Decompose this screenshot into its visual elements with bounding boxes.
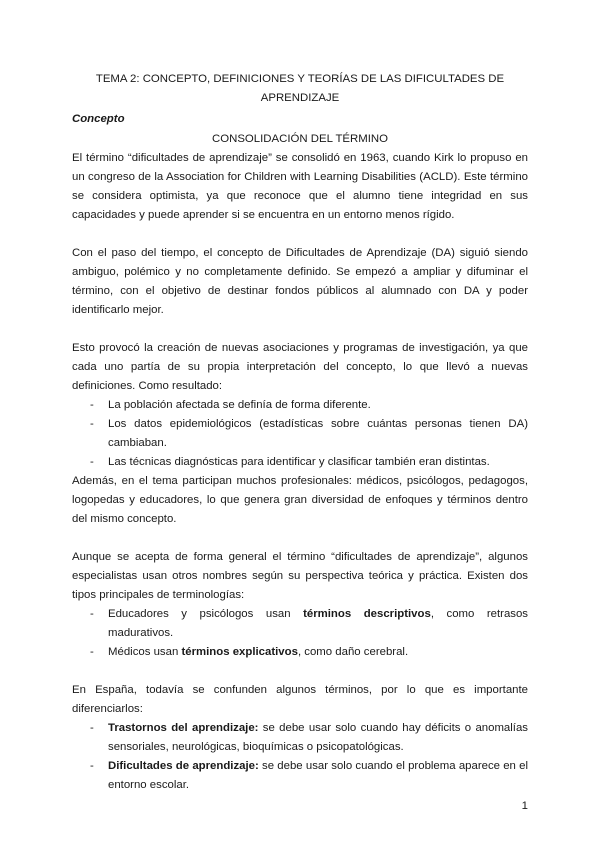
title-line-1: TEMA 2: CONCEPTO, DEFINICIONES Y TEORÍAS DE LAS DIFICULTADES DE: [95, 73, 505, 85]
list-item: [108, 605, 528, 643]
list-item-text: , como daño cerebral.: [297, 646, 409, 658]
list-item-text: Médicos usan: [108, 646, 182, 658]
list-consequences: [72, 396, 528, 472]
list-item-text: Educadores y psicólogos usan: [108, 608, 304, 620]
paragraph-5: Aunque se acepta de forma general el término “dificultades de aprendizaje”, algunos especialistas usan otros nombres según su perspectiva teórica y práctica. Existen dos tipos principales de terminologías:: [72, 551, 528, 601]
document-title: [72, 70, 528, 108]
list-spain-terms: [72, 719, 528, 795]
subtitle: CONSOLIDACIÓN DEL TÉRMINO: [212, 133, 388, 145]
list-item-text: , como retrasos madurativos.: [108, 608, 529, 639]
list-item-bold: Trastornos del aprendizaje:: [108, 722, 259, 734]
paragraph-3: Esto provocó la creación de nuevas asociaciones y programas de investigación, ya que cada uno partía de su propia interpretación del concepto, lo que llevó a nuevas definiciones. Como resultado:: [72, 342, 528, 392]
list-item-bold: términos explicativos: [181, 646, 298, 658]
list-item-text: se debe usar solo cuando hay déficits o anomalías sensoriales, neurológicas, bioquímicas o psicopatológicas.: [108, 722, 528, 753]
paragraph-6: En España, todavía se confunden algunos términos, por lo que es importante diferenciarlos:: [72, 684, 528, 715]
list-item: - Las técnicas diagnósticas para identificar y clasificar también eran distintas.: [108, 453, 528, 472]
list-item: [108, 643, 528, 662]
list-terminologies: [72, 605, 528, 662]
section-label: Concepto: [72, 113, 125, 125]
paragraph-4: Además, en el tema participan muchos profesionales: médicos, psicólogos, pedagogos, logopedas y educadores, lo que genera gran diversidad de enfoques y términos dentro del mismo concepto.: [72, 475, 528, 525]
title-line-2: APRENDIZAJE: [260, 92, 340, 104]
list-item-bold: Dificultades de aprendizaje:: [108, 760, 259, 772]
list-item: [108, 719, 528, 757]
list-item: - Los datos epidemiológicos (estadísticas sobre cuántas personas tienen DA) cambiaban.: [108, 415, 528, 453]
list-item: [108, 757, 528, 795]
page-number: 1: [521, 800, 528, 812]
paragraph-1: El término “dificultades de aprendizaje” se consolidó en 1963, cuando Kirk lo propuso en un congreso de la Association for Children with Learning Disabilities (ACLD). Este término se considera optimista, ya que reconoce que el alumno tiene integridad en sus capacidades y puede aprender si se encuentra en un entorno menos rígido.: [72, 152, 528, 221]
list-item-text: se debe usar solo cuando el problema aparece en el entorno escolar.: [108, 760, 528, 791]
list-item-bold: términos descriptivos: [303, 608, 431, 620]
paragraph-2: Con el paso del tiempo, el concepto de Dificultades de Aprendizaje (DA) siguió siendo ambiguo, polémico y no completamente definido. Se empezó a ampliar y difuminar el término, con el objetivo de destinar fondos públicos al alumnado con DA y poder identificarlo mejor.: [72, 247, 528, 316]
list-item: - La población afectada se definía de forma diferente.: [108, 396, 528, 415]
